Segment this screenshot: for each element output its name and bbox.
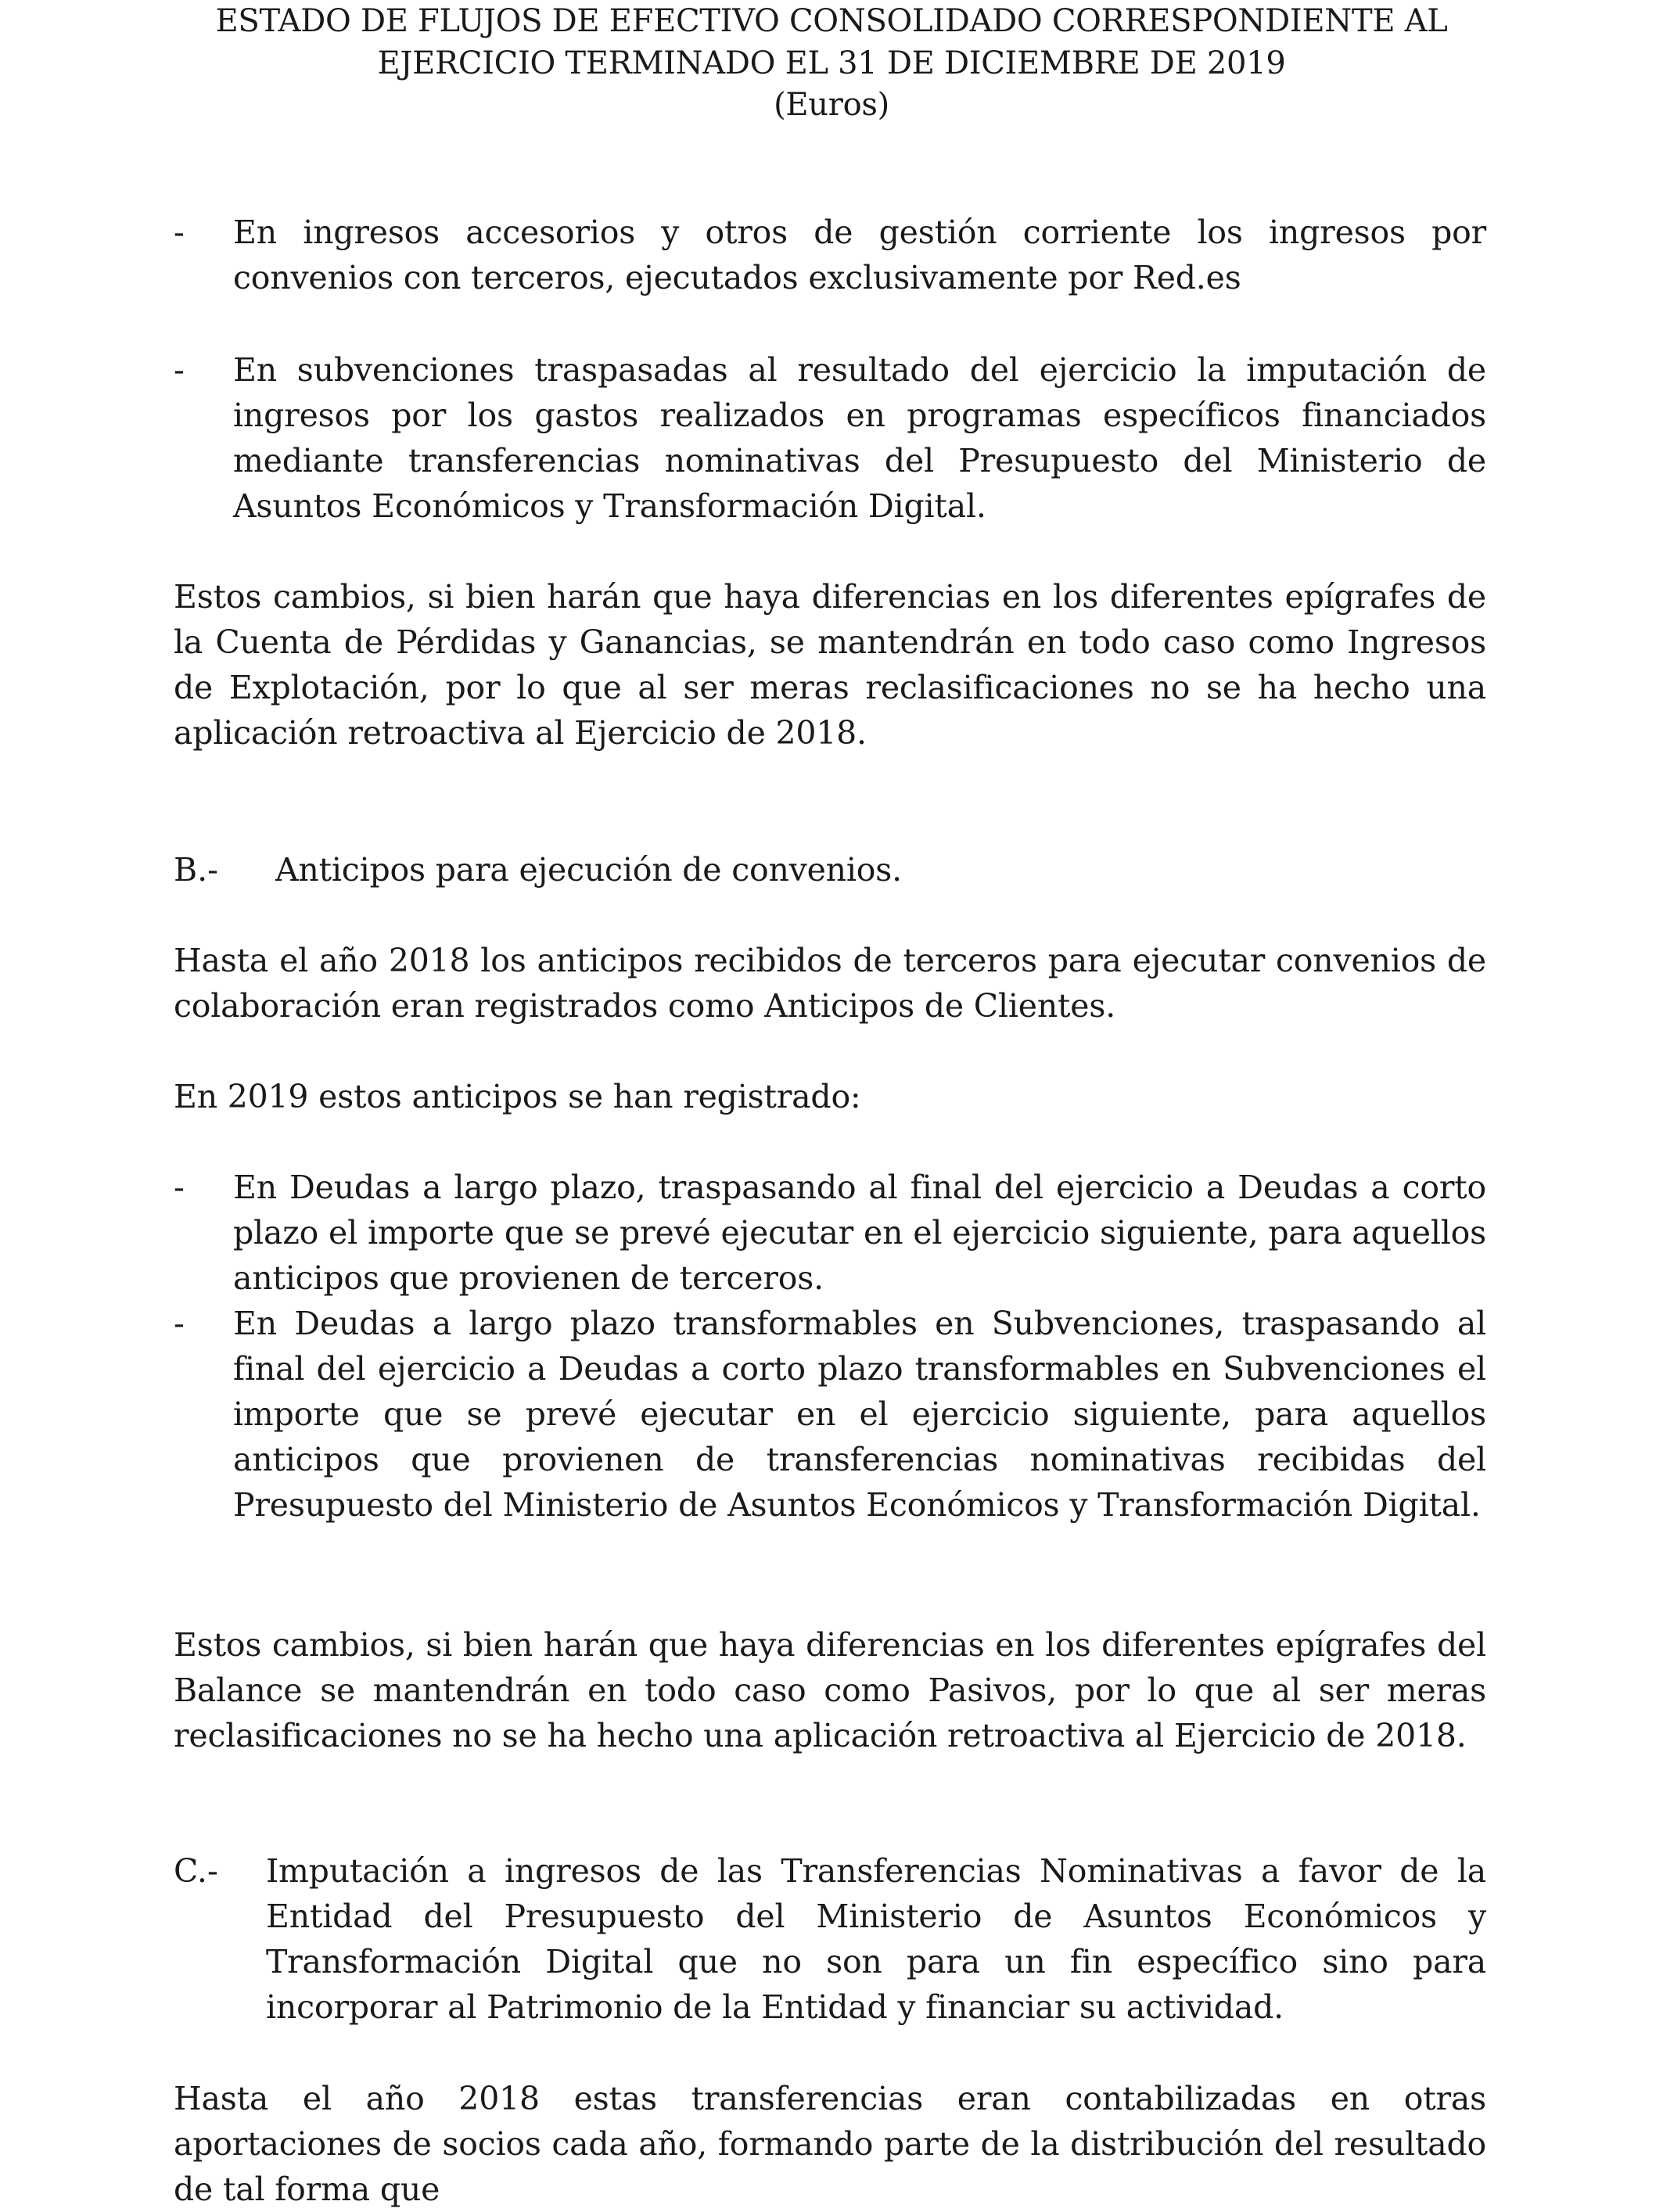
section-c-title: Imputación a ingresos de las Transferencias Nominativas a favor de la Entidad del Presupuesto del Ministerio de Asuntos Económicos y Transformación Digital que no son para un fin específico sino para incorporar al Patrimonio de la Entidad y financiar su actividad. [266,1852,1486,2026]
paragraph-2: Hasta el año 2018 los anticipos recibidos de terceros para ejecutar convenios de colaboración eran registrados como Anticipos de Clientes. [174,942,1486,1025]
bullet-item-text: En ingresos accesorios y otros de gestión corriente los ingresos por convenios con terceros, ejecutados exclusivamente por Red.es [233,214,1486,296]
section-b-letter: B.- [174,851,219,889]
header-title-line-1: ESTADO DE FLUJOS DE EFECTIVO CONSOLIDADO CORRESPONDIENTE AL [215,3,1448,39]
bullet-dash: - [174,1169,185,1206]
bullet-item-text: En Deudas a largo plazo, traspasando al final del ejercicio a Deudas a corto plazo el importe que se prevé ejecutar en el ejercicio siguiente, para aquellos anticipos que provienen de terceros. [233,1169,1486,1297]
bullet-item-text: En subvenciones traspasadas al resultado del ejercicio la imputación de ingresos por los gastos realizados en programas específicos financiados mediante transferencias nominativas del Presupuesto del Ministerio de Asuntos Económicos y Transformación Digital. [233,351,1486,525]
header-currency: (Euros) [774,87,889,123]
header-title-line-2: EJERCICIO TERMINADO EL 31 DE DICIEMBRE DE 2019 [377,45,1286,81]
paragraph-4: Estos cambios, si bien harán que haya diferencias en los diferentes epígrafes del Balance se mantendrán en todo caso como Pasivos, por lo que al ser meras reclasificaciones no se ha hecho una aplicación retroactiva al Ejercicio de 2018. [174,1626,1486,1754]
paragraph-3: En 2019 estos anticipos se han registrado: [174,1078,861,1115]
bullet-item-text: En Deudas a largo plazo transformables en Subvenciones, traspasando al final del ejercicio a Deudas a corto plazo transformables en Subvenciones el importe que se prevé ejecutar en el ejercicio siguiente, para aquellos anticipos que provienen de transferencias nominativas recibidas del Presupuesto del Ministerio de Asuntos Económicos y Transformación Digital. [233,1305,1486,1524]
bullet-dash: - [174,214,185,251]
section-b-title: Anticipos para ejecución de convenios. [275,851,902,889]
section-c-letter: C.- [174,1852,218,1890]
paragraph-1: Estos cambios, si bien harán que haya diferencias en los diferentes epígrafes de la Cuenta de Pérdidas y Ganancias, se mantendrán en todo caso como Ingresos de Explotación, por lo que al ser meras reclasificaciones no se ha hecho una aplicación retroactiva al Ejercicio de 2018. [174,578,1486,752]
paragraph-5: Hasta el año 2018 estas transferencias eran contabilizadas en otras aportaciones de socios cada año, formando parte de la distribución del resultado de tal forma que [174,2080,1486,2208]
bullet-dash: - [174,1305,185,1342]
bullet-dash: - [174,351,185,389]
